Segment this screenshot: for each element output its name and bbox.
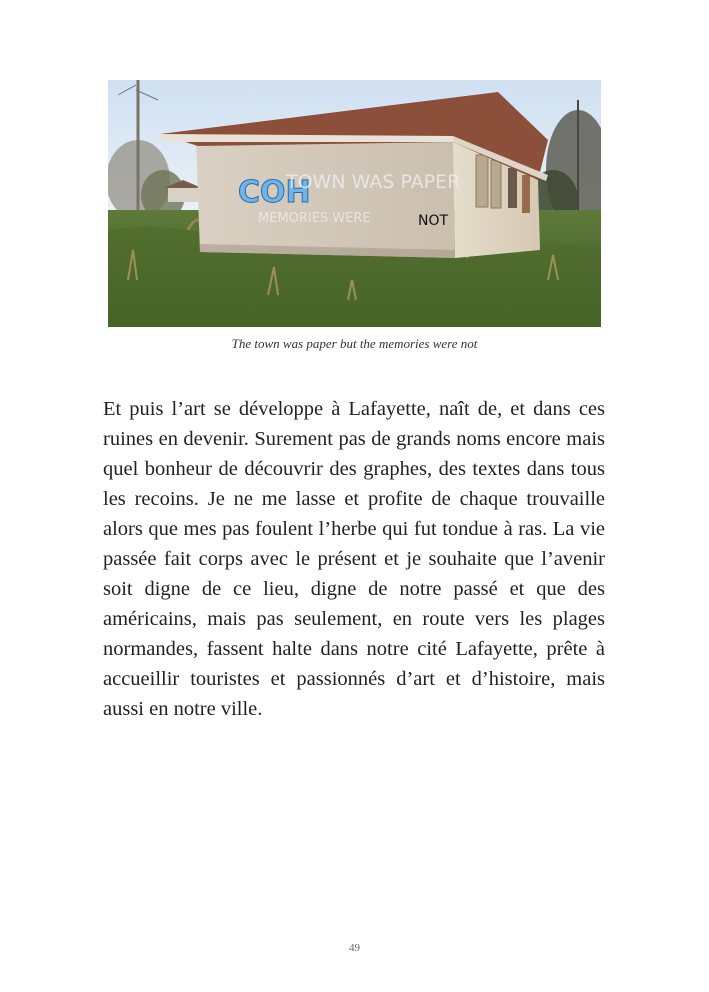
figure-caption: The town was paper but the memories were not: [231, 336, 478, 351]
distant-house: [168, 188, 198, 202]
graffiti-line-1: TOWN WAS PAPER: [286, 171, 461, 193]
graffiti-line-2: MEMORIES WERE: [258, 211, 371, 226]
shutter: [491, 160, 501, 208]
window-opening: [508, 168, 517, 208]
graffiti-line-3: NOT: [418, 213, 449, 229]
photo-graffiti-building: [108, 80, 601, 327]
shutter: [476, 155, 488, 207]
building-front-wall: [196, 140, 455, 258]
body-paragraph: Et puis l’art se développe à Lafayette, naît de, et dans ces ruines en devenir. Surement pas de grands noms encore mais quel bonheur de découvrir des graphes, des textes dans tous les recoins. Je ne me lasse et profite de chaque trouvaille alors que mes pas foulent l’herbe qui fut tondue à ras. La vie passée fait corps avec le présent et je souhaite que l’avenir soit digne de ce lieu, digne de notre passé et que des américains, mais pas seulement, en route vers les plages normandes, fassent halte dans notre cité Lafayette, prête à accueillir touristes et passionnés d’art et d’histoire, mais aussi en notre ville.: [103, 398, 605, 720]
photo-illustration: [108, 80, 601, 327]
page-number: 49: [349, 942, 360, 954]
graffiti-tag: COH: [238, 175, 311, 210]
door: [522, 175, 530, 213]
